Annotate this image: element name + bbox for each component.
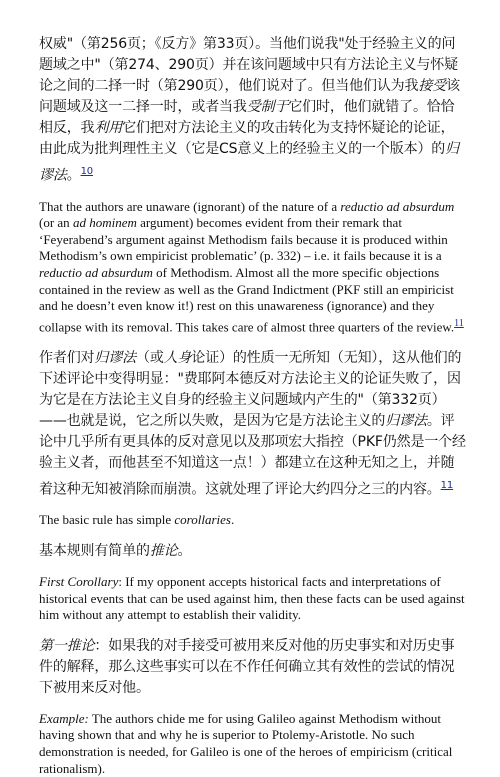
emphasis: reductio ad absurdum: [340, 198, 455, 214]
text-run: 。: [177, 542, 192, 559]
text-run: : If my opponent accepts historical facts and interpretations of historical events that can be used against him, then these facts can be used against him without any attempt to establish their validity.: [39, 573, 465, 623]
text-run: 论证）的性质一无所知（无知），这从他们的下述评论中变得明显："费耶阿本德反对方法论主义的论证失败了，因为它是在方法论主义自身的经验主义问题域内产生的"（第332页）——也就是说，它之所以失败，是因为它是方法论主义的: [39, 349, 462, 429]
emphasis: 接受: [418, 78, 447, 94]
emphasis: 利用: [94, 120, 123, 136]
emphasis: reductio ad absurdum: [39, 265, 153, 281]
emphasis: 受制于: [246, 99, 289, 115]
paragraph-zh-7: [39, 636, 467, 699]
emphasis: 归谬法: [39, 141, 460, 184]
text-run: 作者们对: [39, 349, 95, 366]
footnote-link-10[interactable]: 10: [80, 166, 93, 177]
emphasis: 推论: [149, 542, 178, 559]
text-run: 该问题域及这一二择一时，或者当我: [39, 78, 460, 115]
text-run: That the authors are unaware (ignorant) of the nature of a: [39, 198, 341, 214]
text-run: argument) becomes evident from their remark that ‘Feyerabend’s argument against Methodism fails because it is produced within Methodism’s own empiricist problematic’ (p. 332) – i.e. it fails because it is a: [39, 215, 448, 264]
emphasis: 归谬法: [385, 412, 427, 429]
emphasis: 人身: [163, 349, 192, 366]
emphasis: First Corollary: [39, 573, 119, 589]
text-run: of Methodism. Almost all the more specific objections contained in the review as well as the Grand Indictment (PKF still an empiricist and he doesn’t even know it!) rest on this unawareness (ignorance) and they collapse with its removal. This takes care of almost three quarters of the review.: [39, 265, 455, 335]
paragraph-zh-5: [39, 541, 467, 562]
emphasis: corollaries: [174, 512, 231, 528]
emphasis: ad hominem: [72, 215, 137, 231]
text-run: 基本规则有简单的: [39, 542, 150, 559]
document-page: [39, 34, 467, 777]
text-run: The authors chide me for using Galileo against Methodism without having shown that and why he is superior to Ptolemy-Aristotle. No such demonstration is needed, for Galileo is one of the heroes of empiricism (critical rationalism).: [39, 710, 453, 776]
footnote-link-11[interactable]: 11: [454, 317, 464, 329]
text-run: The basic rule has simple: [39, 512, 175, 528]
text-run: .: [230, 512, 235, 528]
footnote-link-11-zh[interactable]: 11: [440, 479, 454, 491]
paragraph-en-4: [39, 512, 467, 529]
text-run: 权威"（第256页；《反方》第33页）。当他们说我"处于经验主义的问题域之中"（第274、290页）并在该问题域中只有方法论主义与怀疑论之间的二择一时（第290页），他们说对了。但当他们认为我: [39, 36, 458, 94]
paragraph-en-6: [39, 574, 467, 624]
text-run: （或: [135, 349, 164, 366]
paragraph-en-2: [39, 199, 467, 336]
paragraph-zh-1: [39, 34, 467, 187]
text-run: 它们时，他们就错了。恰恰相反，我: [39, 99, 455, 136]
text-run: 。评论中几乎所有更具体的反对意见以及那项宏大指控（PKF仍然是一个经验主义者，而他甚至不知道这一点！）都建立在这种无知之上，并随着这种无知被消除而崩溃。这就处理了评论大约四分之三的内容。: [39, 412, 466, 498]
text-run: 它们把对方法论主义的攻击转化为支持怀疑论的论证，由此成为批判理性主义（它是CS意义上的经验主义的一个版本）的: [39, 120, 455, 157]
text-run: 。: [66, 167, 81, 184]
text-run: (or an: [39, 215, 73, 231]
paragraph-en-8: [39, 711, 467, 777]
emphasis: Example:: [39, 710, 89, 726]
emphasis: 归谬法: [94, 349, 136, 366]
emphasis: 第一推论: [39, 637, 95, 654]
text-run: ：如果我的对手接受可被用来反对他的历史事实和对历史事件的解释，那么这些事实可以在不作任何确立其有效性的尝试的情况下被用来反对他。: [39, 637, 455, 696]
paragraph-zh-3: [39, 348, 467, 501]
